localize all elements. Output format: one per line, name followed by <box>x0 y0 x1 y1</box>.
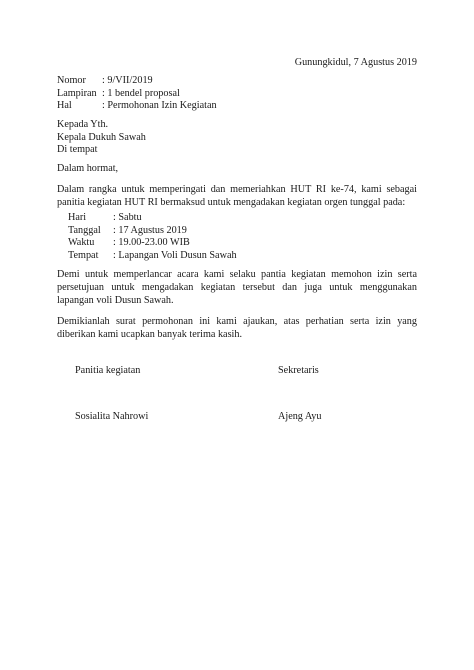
recipient-line: Kepada Yth. <box>57 119 109 130</box>
detail-label: Hari <box>68 212 87 223</box>
detail-label: Tempat <box>68 249 99 261</box>
meta-value: : Permohonan Izin Kegiatan <box>102 100 217 112</box>
recipient-line: Di tempat <box>57 144 98 156</box>
letter-meta <box>57 75 217 113</box>
detail-value: : 19.00-23.00 WIB <box>113 237 190 249</box>
detail-label: Tanggal <box>68 224 101 236</box>
detail-value: : Lapangan Voli Dusun Sawah <box>113 249 237 261</box>
meta-row-hal <box>57 100 217 113</box>
detail-row-tempat <box>68 250 237 263</box>
signature-left-title: Panitia kegiatan <box>75 365 141 376</box>
paragraph-intro: Dalam rangka untuk memperingati dan memeriahkan HUT RI ke-74, kami sebagai panitia kegiatan HUT RI bermaksud untuk mengadakan kegiatan orgen tunggal pada: <box>57 184 417 208</box>
event-details <box>68 212 237 262</box>
place-date: Gunungkidul, 7 Agustus 2019 <box>294 57 417 68</box>
meta-row-nomor <box>57 75 217 88</box>
signature-right-name: Ajeng Ayu <box>278 411 322 422</box>
meta-label: Hal <box>57 100 72 112</box>
detail-row-tanggal <box>68 225 237 238</box>
detail-row-waktu <box>68 237 237 250</box>
signature-right-title: Sekretaris <box>278 365 319 376</box>
meta-label: Nomor <box>57 75 86 86</box>
greeting: Dalam hormat, <box>57 163 119 174</box>
recipient-line: Kepala Dukuh Sawah <box>57 131 146 143</box>
meta-value: : 9/VII/2019 <box>102 75 153 86</box>
detail-value: : Sabtu <box>113 212 142 223</box>
detail-value: : 17 Agustus 2019 <box>113 224 187 236</box>
detail-row-hari <box>68 212 237 225</box>
paragraph-request: Demi untuk memperlancar acara kami selaku pantia kegiatan memohon izin serta persetujuan untuk mengadakan kegiatan tersebut dan juga untuk menggunakan lapangan voli Dusun Sawah. <box>57 269 417 306</box>
signature-left-name: Sosialita Nahrowi <box>75 411 149 422</box>
recipient-block <box>57 119 146 157</box>
detail-label: Waktu <box>68 237 95 249</box>
meta-row-lampiran <box>57 88 217 101</box>
paragraph-closing: Demikianlah surat permohonan ini kami ajaukan, atas perhatian serta izin yang diberikan kami ucapkan banyak terima kasih. <box>57 316 417 340</box>
meta-value: : 1 bendel proposal <box>102 87 180 99</box>
meta-label: Lampiran <box>57 87 97 99</box>
